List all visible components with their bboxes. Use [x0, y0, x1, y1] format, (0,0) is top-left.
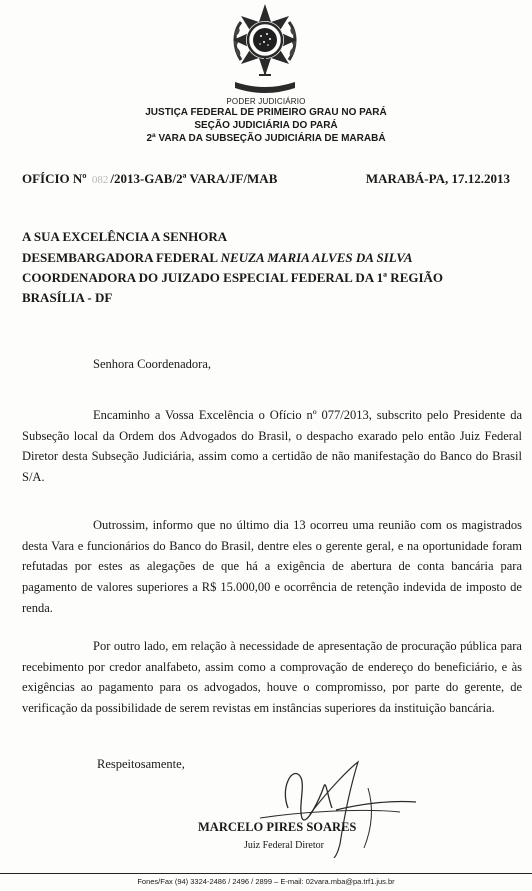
- header-line-3: SEÇÃO JUDICIÁRIA DO PARÁ: [194, 120, 338, 131]
- header-line-1: PODER JUDICIÁRIO: [226, 97, 306, 106]
- footer-contact: Fones/Fax (94) 3324-2486 / 2496 / 2899 – E-mail: 02vara.mba@pa.trf1.jus.br: [137, 877, 395, 886]
- header-line-2: JUSTIÇA FEDERAL DE PRIMEIRO GRAU NO PARÁ: [145, 107, 387, 118]
- coat-of-arms-emblem: [227, 2, 303, 96]
- body-paragraph-3: Por outro lado, em relação à necessidade de apresentação de procuração pública para recebimento por credor analfabeto, assim como a comprovação de endereço do beneficiário, e às exigências ao pagamento para os advogados, houve o compromisso, por parte do gerente, de verificação da possibilidade de serem revistas em instâncias superiores da instituição bancária.: [22, 639, 522, 716]
- place-and-date: MARABÁ-PA, 17.12.2013: [365, 171, 510, 186]
- signer-name: MARCELO PIRES SOARES: [198, 820, 357, 834]
- body-paragraph-2: Outrossim, informo que no último dia 13 ocorreu uma reunião com os magistrados desta Vara e funcionários do Banco do Brasil, dentre eles o gerente geral, e na oportunidade foram refutadas por estes as alegações de que há a exigência de abertura de conta bancária para pagamento de valores superiores a R$ 15.000,00 e ocorrência de retenção indevida de imposto de renda.: [22, 518, 522, 615]
- signer-role: Juiz Federal Diretor: [244, 840, 324, 851]
- footer-divider: [0, 873, 532, 874]
- closing: Respeitosamente,: [97, 757, 185, 771]
- reference-number: 082: [91, 174, 109, 186]
- addressee-line-1: A SUA EXCELÊNCIA A SENHORA: [22, 229, 228, 244]
- addressee-line-2: [22, 250, 413, 266]
- reference-line: [22, 171, 277, 187]
- reference-prefix: OFÍCIO Nº: [22, 171, 87, 186]
- header-line-4: 2ª VARA DA SUBSEÇÃO JUDICIÁRIA DE MARABÁ: [146, 133, 386, 144]
- reference-suffix: /2013-GAB/2ª VARA/JF/MAB: [110, 171, 278, 186]
- salutation: Senhora Coordenadora,: [93, 357, 212, 371]
- addressee-line-4: BRASÍLIA - DF: [22, 290, 113, 305]
- addressee-name: NEUZA MARIA ALVES DA SILVA: [220, 250, 413, 265]
- addressee-line-3: COORDENADORA DO JUIZADO ESPECIAL FEDERAL DA 1ª REGIÃO: [22, 270, 444, 285]
- body-paragraph-1: Encaminho a Vossa Excelência o Ofício nº 077/2013, subscrito pelo Presidente da Subseção local da Ordem dos Advogados do Brasil, o despacho exarado pelo então Juiz Federal Diretor desta Subseção Judiciária, assim como a certidão de não manifestação do Banco do Brasil S/A.: [22, 408, 522, 485]
- addressee-title: DESEMBARGADORA FEDERAL: [22, 250, 218, 265]
